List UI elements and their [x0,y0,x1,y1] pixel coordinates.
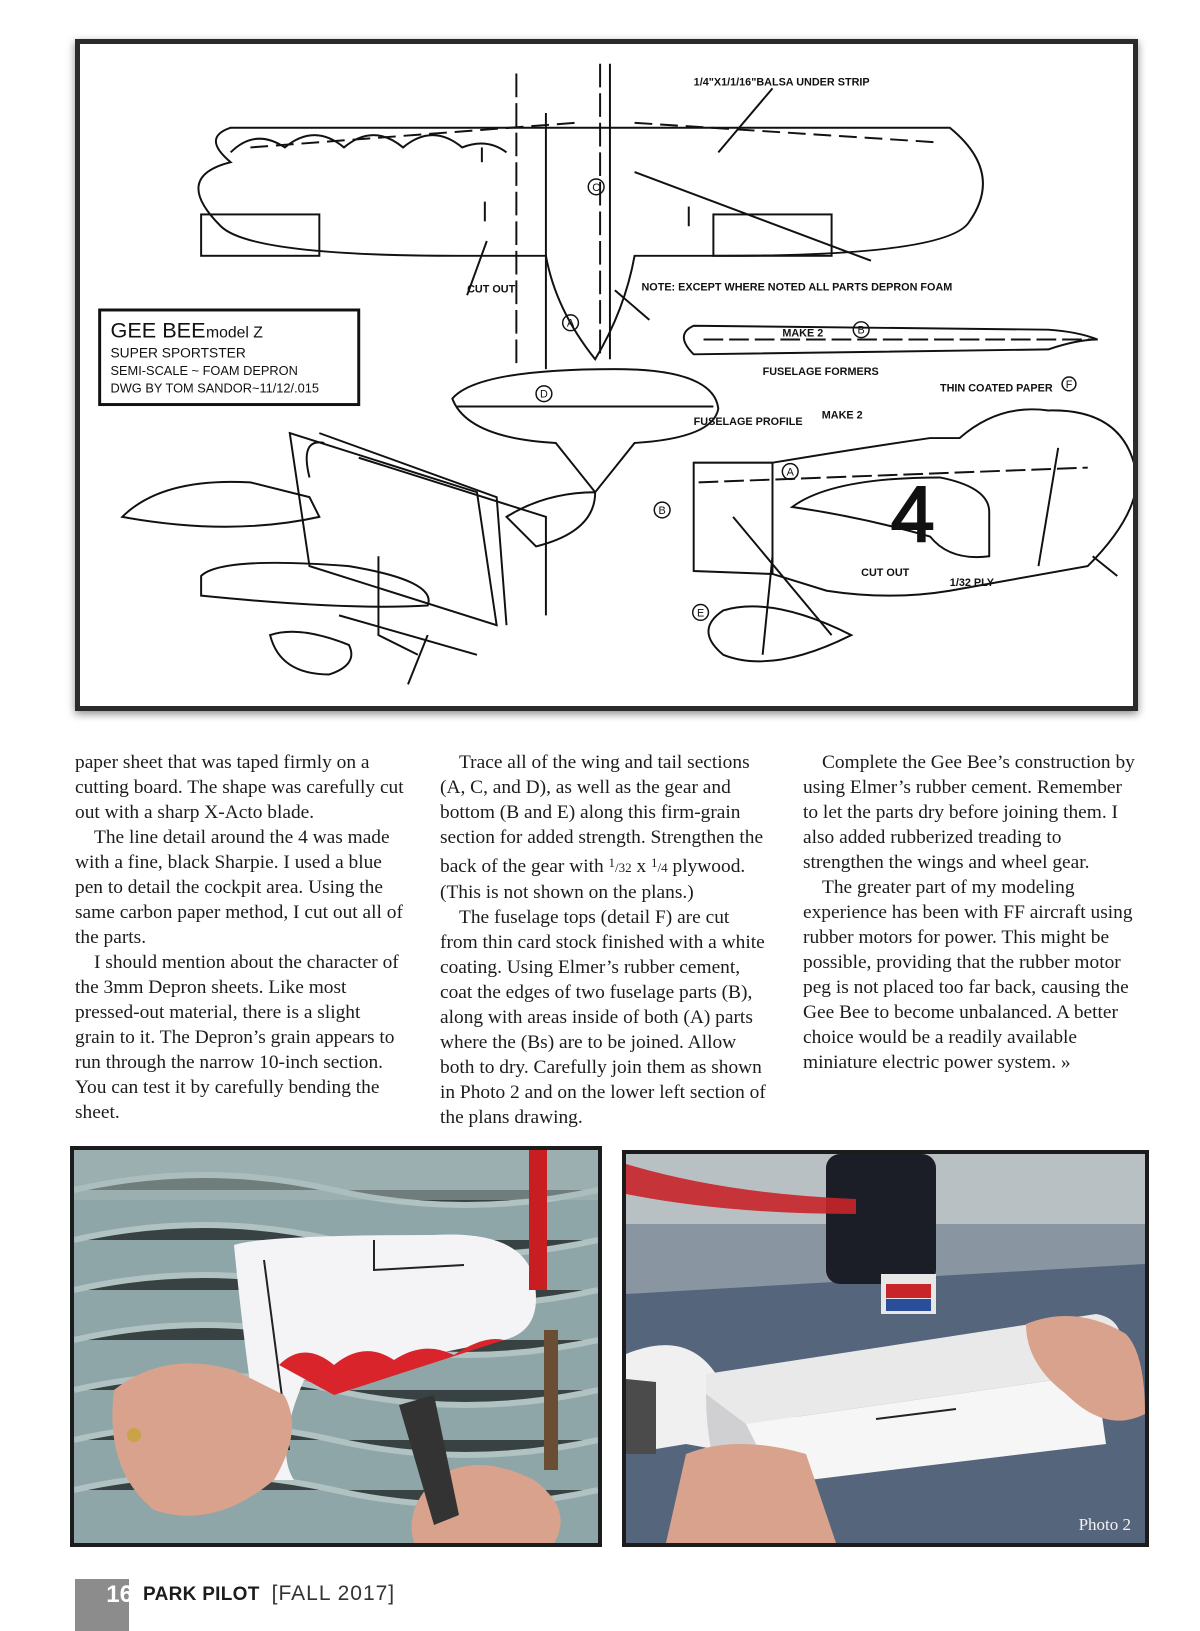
note-fuselage-profile: FUSELAGE PROFILE [693,416,803,429]
note-make-2: MAKE 2 [782,327,824,340]
label-d: D [540,388,548,401]
page-number: 16 [106,1581,133,1608]
paragraph [440,750,770,905]
paragraph: I should mention about the character of the 3mm Depron sheets. Like most pressed-out material, there is a slight grain to it. The Depron’s grain appears to run through the narrow 10-inch section. You can test it by carefully bending the sheet. [75,952,399,1123]
paragraph: paper sheet that was taped firmly on a cutting board. The shape was carefully cut out with a sharp X-Acto blade. [75,752,404,823]
issue-label: [FALL 2017] [271,1582,396,1605]
label-c: C [592,181,601,194]
note-profile-make: MAKE 2 [821,409,863,422]
paragraph: The line detail around the 4 was made with a fine, black Sharpie. I used a blue pen to detail the cockpit area. Using the same carbon paper method, I cut out all of the parts. [75,827,403,948]
note-fuselage-formers: FUSELAGE FORMERS [762,366,879,378]
page-number-box [75,1579,133,1631]
paragraph: Complete the Gee Bee’s construction by using Elmer’s rubber cement. Remember to let the parts dry before joining them. I also added rubberized treading to strengthen the wings and wheel gear. [803,752,1135,873]
article-column-3 [803,750,1138,1075]
photo-joining-illustration [626,1154,1145,1543]
plans-drawing [75,39,1138,711]
plans-author: DWG BY TOM SANDOR~11/12/.015 [110,380,320,396]
photo-wing-illustration [74,1150,598,1543]
fraction-numerator: 1 [651,855,658,870]
paragraph: The greater part of my modeling experience has been with FF aircraft using rubber motors for power. This might be possible, providing that the rubber motor peg is not placed too far back, causing the Gee Bee to become unbalanced. A better choice would be a readily available miniature electric power system. » [803,877,1133,1073]
plans-model: model Z [206,324,263,342]
photo-caption: Photo 2 [1078,1515,1131,1534]
fraction-denominator: /4 [657,860,668,875]
paragraph-text: plywood. (This is not shown on the plans.) [440,856,746,903]
note-ply: 1/32 PLY [949,576,994,589]
note-thin-coated-paper: THIN COATED PAPER [939,382,1053,395]
label-e: E [696,607,705,620]
note-cut-out: CUT OUT [467,283,516,296]
plans-title: GEE BEE [110,317,206,343]
fraction-denominator: /32 [615,860,632,875]
photo-wing-marking [70,1146,602,1547]
race-number: 4 [890,470,935,559]
fraction-numerator: 1 [608,855,616,870]
photo-joining-parts [622,1150,1149,1547]
page-footer [75,1579,395,1631]
article-column-1 [75,750,405,1125]
label-a-profile: A [786,466,794,479]
note-cut-out-2: CUT OUT [861,566,910,579]
note-parts-material: NOTE: EXCEPT WHERE NOTED ALL PARTS DEPRON FOAM [641,281,953,294]
magazine-title: PARK PILOT [143,1584,260,1605]
plans-svg [80,44,1133,706]
paragraph-text: Trace all of the wing and tail sections (A, C, and D), as well as the gear and bottom (B and E) along this firm-grain section for added strength. Strengthen the back of the gear with [440,752,764,877]
article-column-2 [440,750,770,1130]
plans-scale: SEMI-SCALE ~ FOAM DEPRON [110,363,298,378]
label-f: F [1065,378,1073,391]
label-b-profile: B [658,504,666,517]
times-sign: x [631,856,652,877]
paragraph: The fuselage tops (detail F) are cut from thin card stock finished with a white coating. Using Elmer’s rubber cement, coat the edges of two fuselage parts (B), along with areas inside of both (A) parts where the (Bs) are to be joined. Allow both to dry. Carefully join them as shown in Photo 2 and on the lower left section of the plans drawing. [440,907,766,1128]
note-balsa-strip: 1/4"X1/1/16"BALSA UNDER STRIP [693,76,870,89]
label-b: B [857,324,865,337]
plans-subtitle: SUPER SPORTSTER [110,345,246,361]
label-a: A [566,317,575,330]
